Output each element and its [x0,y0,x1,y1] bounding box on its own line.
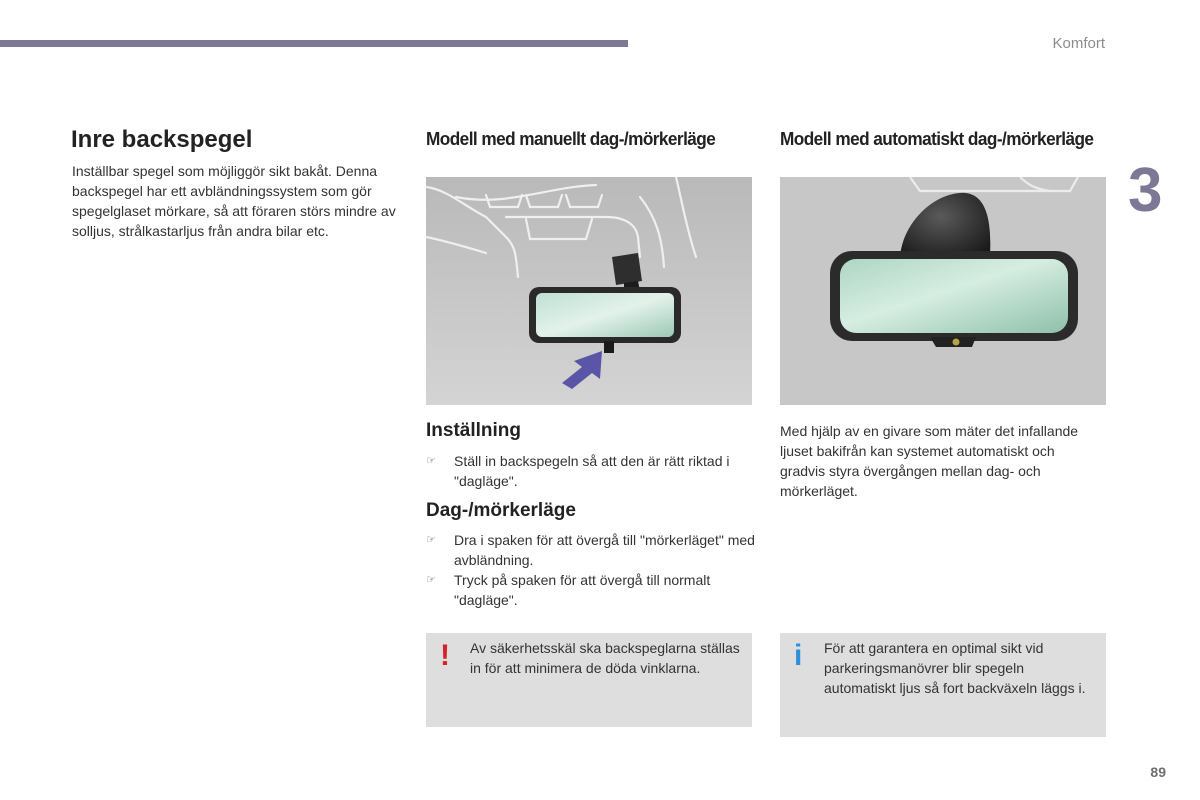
info-note-text: För att garantera en optimal sikt vid parkeringsmanövrer blir spegeln automatiskt ljus så fort backväxeln läggs i. [824,640,1086,696]
setting-list [426,451,756,491]
page-number: 89 [1150,764,1166,780]
info-note [780,633,1106,737]
intro-paragraph: Inställbar spegel som möjliggör sikt bakåt. Denna backspegel har ett avbländningssystem som gör spegelglaset mörkare, så att föraren störs mindre av solljus, strålkastarljus från andra bilar etc. [72,163,396,239]
warning-note [426,633,752,727]
header-accent-bar [0,40,628,47]
pointing-hand-icon: ☞ [426,534,436,546]
exclamation-icon: ! [440,639,450,672]
pointing-hand-icon: ☞ [426,455,436,467]
page-title: Inre backspegel [71,126,253,153]
warning-note-text: Av säkerhetsskäl ska backspeglarna ställas in för att minimera de döda vinklarna. [470,640,740,676]
section-name: Komfort [1052,35,1105,52]
info-icon: i [794,639,803,672]
auto-mirror-illustration [780,177,1106,405]
manual-model-heading: Modell med manuellt dag-/mörkerläge [426,128,716,149]
manual-mirror-illustration [426,177,752,405]
list-item: ☞ Dra i spaken för att övergå till "mörkerläget" med avbländning. [426,532,755,568]
daynight-list [426,530,756,610]
pointing-hand-icon: ☞ [426,574,436,586]
auto-description: Med hjälp av en givare som mäter det infallande ljuset bakifrån kan systemet automatiskt och gradvis styra övergången mellan dag- och mörkerläget. [780,423,1079,499]
list-item: ☞ Tryck på spaken för att övergå till normalt "dagläge". [426,572,711,608]
chapter-number: 3 [1128,156,1163,225]
auto-model-heading: Modell med automatiskt dag-/mörkerläge [780,128,1094,149]
list-item: ☞ Ställ in backspegeln så att den är rätt riktad i "dagläge". [426,453,730,489]
daynight-title: Dag-/mörkerläge [426,500,576,521]
setting-title: Inställning [426,420,521,441]
